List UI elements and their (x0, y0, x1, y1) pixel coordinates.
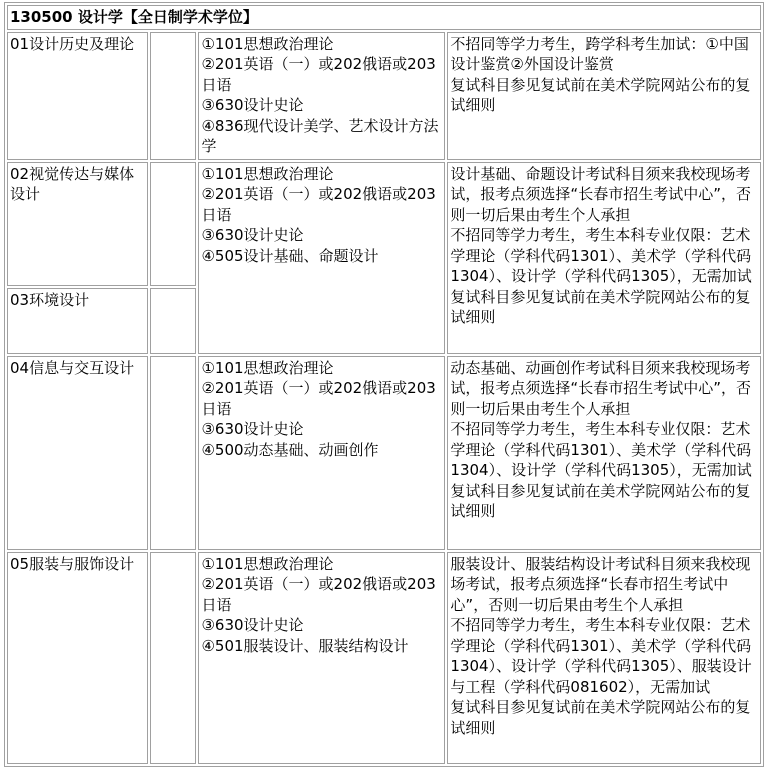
note-item: 服装设计、服装结构设计考试科目须来我校现场考试，报考点须选择“长春市招生考试中心”，否则一切后果由考生个人承担 (450, 554, 751, 614)
exam-item: ②201英语（一）或202俄语或203日语 (201, 379, 436, 418)
exam-subjects-cell (198, 32, 445, 160)
exam-item: ①101思想政治理论 (201, 358, 334, 377)
blank-cell (150, 552, 196, 764)
exam-subjects-cell (198, 552, 445, 764)
exam-item: ③630设计史论 (201, 616, 304, 634)
direction-cell: 05服装与服饰设计 (7, 552, 148, 764)
notes-cell (447, 356, 761, 550)
notes-cell (447, 32, 761, 160)
note-item: 不招同等学力考生，考生本科专业仅限：艺术学理论（学科代码1301）、美术学（学科代码1304）、设计学（学科代码1305）、服装设计与工程（学科代码081602），无需加试 (450, 616, 752, 696)
direction-cell: 02视觉传达与媒体设计 (7, 162, 148, 286)
exam-item: ②201英语（一）或202俄语或203日语 (201, 575, 436, 614)
blank-cell (150, 32, 196, 160)
direction-cell: 03环境设计 (7, 288, 148, 354)
note-item: 复试科目参见复试前在美术学院网站公布的复试细则 (450, 481, 751, 520)
notes-cell (447, 162, 761, 354)
direction-cell: 04信息与交互设计 (7, 356, 148, 550)
exam-item: ④500动态基础、动画创作 (201, 440, 379, 459)
note-item: 复试科目参见复试前在美术学院网站公布的复试细则 (450, 698, 751, 737)
exam-subjects-cell (198, 162, 445, 354)
note-item: 复试科目参见复试前在美术学院网站公布的复试细则 (450, 75, 751, 114)
note-item: 动态基础、动画创作考试科目须来我校现场考试，报考点须选择“长春市招生考试中心”，否则一切后果由考生个人承担 (450, 358, 751, 418)
note-item: 复试科目参见复试前在美术学院网站公布的复试细则 (450, 287, 751, 326)
exam-item: ④501服装设计、服装结构设计 (201, 636, 409, 655)
exam-subjects-cell (198, 356, 445, 550)
exam-item: ①101思想政治理论 (201, 164, 334, 183)
table-row (7, 162, 761, 286)
exam-item: ③630设计史论 (201, 226, 304, 244)
exam-item: ①101思想政治理论 (201, 554, 334, 573)
blank-cell (150, 288, 196, 354)
direction-cell: 01设计历史及理论 (7, 32, 148, 160)
table-row (7, 356, 761, 550)
notes-cell (447, 552, 761, 764)
table-row (7, 552, 761, 764)
note-item: 不招同等学力考生，考生本科专业仅限：艺术学理论（学科代码1301）、美术学（学科代码1304）、设计学（学科代码1305），无需加试 (450, 226, 752, 285)
exam-item: ②201英语（一）或202俄语或203日语 (201, 185, 436, 224)
exam-item: ②201英语（一）或202俄语或203日语 (201, 55, 436, 94)
program-table (4, 2, 764, 767)
table-row (7, 32, 761, 160)
program-header: 130500 设计学【全日制学术学位】 (7, 5, 761, 30)
exam-item: ①101思想政治理论 (201, 34, 334, 53)
header-row (7, 5, 761, 30)
exam-item: ④836现代设计美学、艺术设计方法学 (201, 116, 439, 155)
exam-item: ④505设计基础、命题设计 (201, 246, 379, 265)
blank-cell (150, 162, 196, 286)
note-item: 不招同等学力考生，跨学科考生加试：①中国设计鉴赏②外国设计鉴赏 (450, 34, 749, 73)
note-item: 不招同等学力考生，考生本科专业仅限：艺术学理论（学科代码1301）、美术学（学科代码1304）、设计学（学科代码1305），无需加试 (450, 420, 752, 479)
blank-cell (150, 356, 196, 550)
exam-item: ③630设计史论 (201, 96, 304, 114)
exam-item: ③630设计史论 (201, 420, 304, 438)
note-item: 设计基础、命题设计考试科目须来我校现场考试，报考点须选择“长春市招生考试中心”，否则一切后果由考生个人承担 (450, 164, 751, 224)
